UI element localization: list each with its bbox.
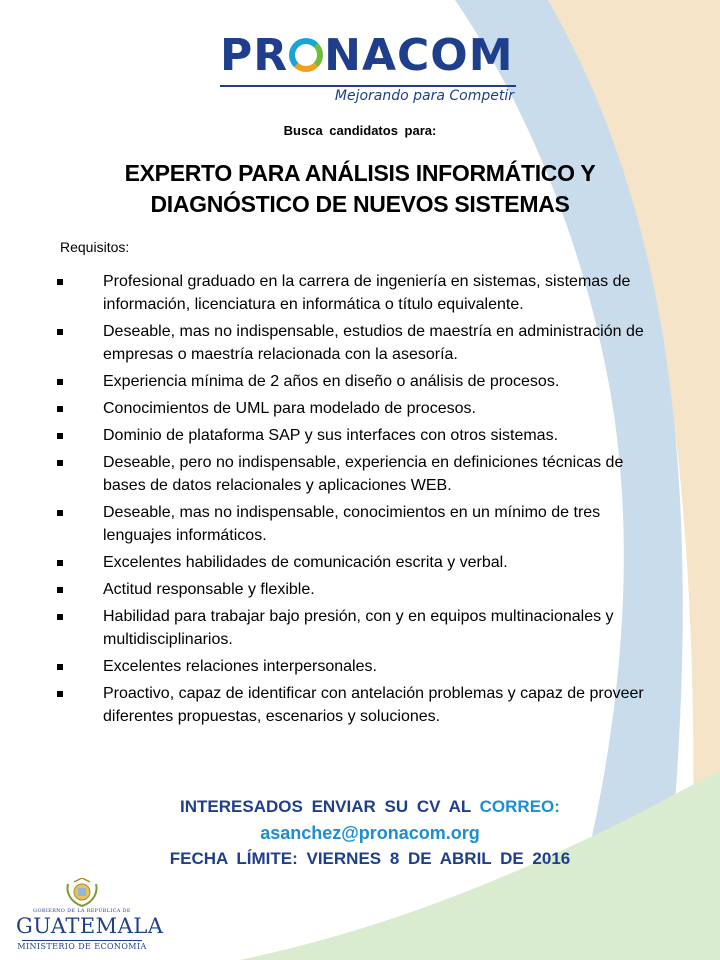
- requirement-item: [55, 270, 655, 316]
- square-bullet-icon: [57, 510, 63, 516]
- square-bullet-icon: [57, 279, 63, 285]
- requirement-text: Conocimientos de UML para modelado de procesos.: [103, 400, 476, 417]
- requirement-text: Actitud responsable y flexible.: [103, 581, 315, 598]
- send-cv-accent: CORREO:: [479, 797, 560, 816]
- square-bullet-icon: [57, 329, 63, 335]
- job-title: [40, 158, 680, 220]
- requirement-text: Experiencia mínima de 2 años en diseño o análisis de procesos.: [103, 373, 560, 390]
- square-bullet-icon: [57, 460, 63, 466]
- requirements-label: Requisitos:: [60, 239, 130, 255]
- requirement-text: Deseable, pero no indispensable, experiencia en definiciones técnicas de bases de datos relacionales y aplicaciones WEB.: [103, 454, 624, 494]
- requirement-item: [55, 501, 655, 547]
- government-header: GOBIERNO DE LA REPÚBLICA DE: [33, 908, 131, 914]
- square-bullet-icon: [57, 664, 63, 670]
- coat-of-arms-icon: [64, 878, 100, 908]
- contact-email[interactable]: asanchez@pronacom.org: [260, 823, 480, 843]
- requirement-item: [55, 578, 655, 601]
- requirements-list: [55, 270, 655, 732]
- logo-wordmark: [220, 28, 514, 84]
- requirement-text: Excelentes relaciones interpersonales.: [103, 658, 377, 675]
- requirement-text: Deseable, mas no indispensable, conocimientos en un mínimo de tres lenguajes informáticos.: [103, 504, 601, 544]
- logo-tagline: Mejorando para Competir: [334, 88, 514, 104]
- intro-text: Busca candidatos para:: [283, 123, 437, 138]
- pronacom-logo: [220, 28, 520, 108]
- requirement-item: [55, 605, 655, 651]
- requirement-text: Dominio de plataforma SAP y sus interfaces con otros sistemas.: [103, 427, 559, 444]
- send-cv-prefix: INTERESADOS ENVIAR SU CV AL: [180, 797, 471, 816]
- requirement-item: [55, 397, 655, 420]
- square-bullet-icon: [57, 406, 63, 412]
- requirement-item: [55, 320, 655, 366]
- square-bullet-icon: [57, 560, 63, 566]
- government-country: GUATEMALA: [16, 914, 164, 938]
- requirement-item: [55, 551, 655, 574]
- requirement-item: [55, 682, 655, 728]
- requirement-text: Deseable, mas no indispensable, estudios de maestría en administración de empresas o maestría relacionada con la asesoría.: [103, 323, 644, 363]
- requirement-text: Proactivo, capaz de identificar con antelación problemas y capaz de proveer diferentes propuestas, escenarios y soluciones.: [103, 685, 644, 725]
- job-title-line-1: EXPERTO PARA ANÁLISIS INFORMÁTICO Y: [124, 160, 596, 186]
- requirement-text: Excelentes habilidades de comunicación escrita y verbal.: [103, 554, 508, 571]
- logo-text-start: PR: [220, 30, 289, 81]
- government-divider: [22, 940, 142, 941]
- square-bullet-icon: [57, 614, 63, 620]
- job-title-line-2: DIAGNÓSTICO DE NUEVOS SISTEMAS: [150, 191, 570, 217]
- logo-ring-icon: [289, 38, 323, 72]
- square-bullet-icon: [57, 691, 63, 697]
- requirement-item: [55, 424, 655, 447]
- send-cv-instruction: [0, 797, 720, 817]
- requirement-item: [55, 370, 655, 393]
- requirement-text: Habilidad para trabajar bajo presión, con y en equipos multinacionales y multidisciplinarios.: [103, 608, 614, 648]
- requirement-text: Profesional graduado en la carrera de ingeniería en sistemas, sistemas de información, licenciatura en informática o título equivalente.: [103, 273, 631, 313]
- government-ministry: MINISTERIO DE ECONOMÍA: [17, 942, 147, 951]
- requirement-item: [55, 655, 655, 678]
- square-bullet-icon: [57, 433, 63, 439]
- deadline-text: FECHA LÍMITE: VIERNES 8 DE ABRIL DE 2016: [169, 849, 571, 868]
- government-logo: [16, 878, 164, 952]
- logo-divider: [220, 85, 516, 87]
- requirement-item: [55, 451, 655, 497]
- square-bullet-icon: [57, 587, 63, 593]
- logo-text-end: NACOM: [324, 30, 514, 81]
- square-bullet-icon: [57, 379, 63, 385]
